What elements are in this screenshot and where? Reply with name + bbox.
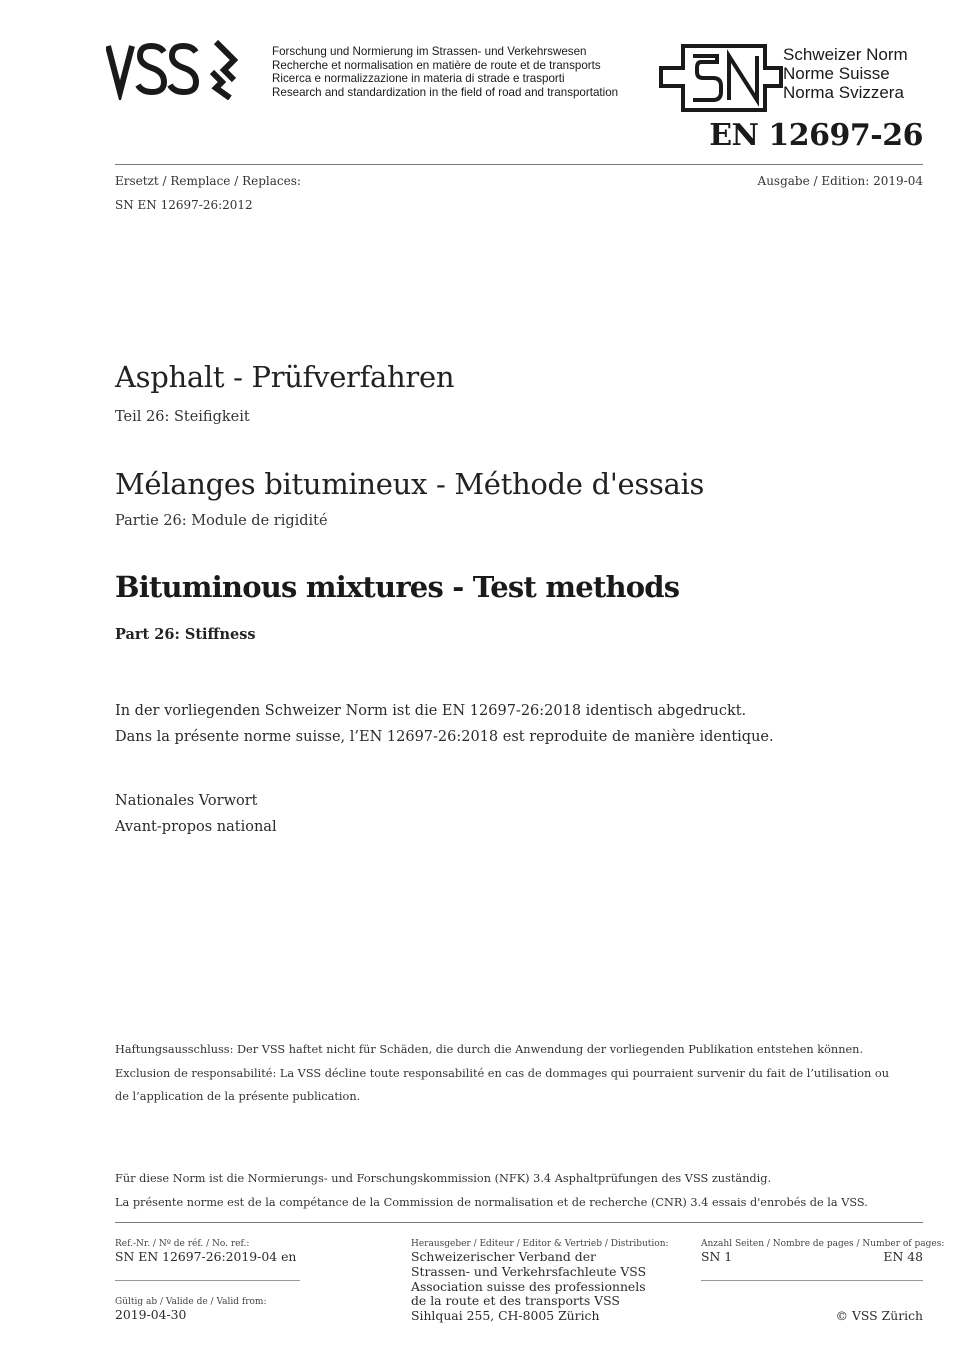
vss-tagline-it: Ricerca e normalizzazione in materia di strade e trasporti	[272, 72, 565, 86]
edition: Ausgabe / Edition: 2019-04	[757, 174, 923, 188]
responsibility-de: Für diese Norm ist die Normierungs- und Forschungskommission (NFK) 3.4 Asphaltprüfungen des VSS zuständig.	[115, 1172, 772, 1185]
valid-label: Gültig ab / Valide de / Valid from:	[115, 1297, 267, 1307]
footer-divider	[115, 1222, 923, 1223]
sn-swiss-cross-logo	[657, 42, 783, 114]
valid-value: 2019-04-30	[115, 1307, 187, 1322]
responsibility-fr: La présente norme est de la compétance de la Commission de normalisation et de recherche (CNR) 3.4 essais d'enrobés de la VSS.	[115, 1195, 868, 1209]
sn-name-fr: Norme Suisse	[783, 64, 890, 83]
identical-note	[115, 698, 774, 750]
vss-logo	[106, 40, 238, 100]
replaces-value: SN EN 12697-26:2012	[115, 198, 253, 212]
title-en: Bituminous mixtures - Test methods	[115, 570, 680, 604]
vss-tagline-fr: Recherche et normalisation en matière de route et de transports	[272, 58, 601, 72]
title-fr: Mélanges bitumineux - Méthode d'essais	[115, 467, 705, 501]
disclaimer-line-3: de l’application de la présente publication.	[115, 1090, 361, 1103]
vss-tagline	[272, 45, 618, 99]
title-de: Asphalt - Prüfverfahren	[115, 360, 455, 394]
ref-value: SN EN 12697-26:2019-04 en	[115, 1249, 297, 1264]
sn-names	[783, 45, 908, 102]
footer-col1-divider	[115, 1280, 300, 1281]
standard-number: EN 12697-26	[709, 118, 923, 153]
sn-name-it: Norma Svizzera	[783, 83, 904, 102]
national-foreword-de: Nationales Vorwort	[115, 793, 258, 809]
disclaimer	[115, 1038, 889, 1109]
footer-col3-divider	[701, 1280, 923, 1281]
publisher-label: Herausgeber / Editeur / Editor & Vertrieb / Distribution:	[411, 1239, 669, 1249]
ref-label: Ref.-Nr. / Nº de réf. / No. ref.:	[115, 1239, 250, 1249]
pages-label: Anzahl Seiten / Nombre de pages / Number of pages:	[701, 1239, 945, 1249]
pages-sn: SN 1	[701, 1249, 733, 1264]
publisher-line-5: Sihlquai 255, CH-8005 Zürich	[411, 1308, 600, 1324]
disclaimer-line-2: Exclusion de responsabilité: La VSS décline toute responsabilité en cas de dommages qui pourraient survenir du fait de l’utilisation ou	[115, 1066, 890, 1080]
responsibility	[115, 1167, 868, 1214]
national-foreword	[115, 788, 277, 840]
pages-en: EN 48	[883, 1249, 923, 1264]
subtitle-en: Part 26: Stiffness	[115, 626, 256, 643]
sn-name-de: Schweizer Norm	[783, 45, 908, 64]
replaces-label: Ersetzt / Remplace / Replaces:	[115, 174, 301, 188]
publisher-line-4: de la route et des transports VSS	[411, 1293, 620, 1309]
national-foreword-fr: Avant-propos national	[115, 819, 277, 835]
publisher-line-2: Strassen- und Verkehrsfachleute VSS	[411, 1263, 647, 1279]
publisher-address	[411, 1250, 646, 1324]
copyright: © VSS Zürich	[835, 1308, 923, 1323]
publisher-line-3: Association suisse des professionnels	[411, 1278, 646, 1294]
vss-tagline-de: Forschung und Normierung im Strassen- und Verkehrswesen	[272, 45, 587, 58]
vss-tagline-en: Research and standardization in the field of road and transportation	[272, 85, 619, 99]
identical-note-fr: Dans la présente norme suisse, l’EN 12697-26:2018 est reproduite de manière identique.	[115, 729, 774, 745]
subtitle-fr: Partie 26: Module de rigidité	[115, 513, 328, 529]
header-divider	[115, 164, 923, 165]
disclaimer-line-1: Haftungsausschluss: Der VSS haftet nicht für Schäden, die durch die Anwendung der vorliegenden Publikation entstehen können.	[115, 1043, 864, 1056]
publisher-line-1: Schweizerischer Verband der	[411, 1249, 596, 1264]
identical-note-de: In der vorliegenden Schweizer Norm ist die EN 12697-26:2018 identisch abgedruckt.	[115, 703, 747, 719]
subtitle-de: Teil 26: Steifigkeit	[115, 409, 250, 425]
